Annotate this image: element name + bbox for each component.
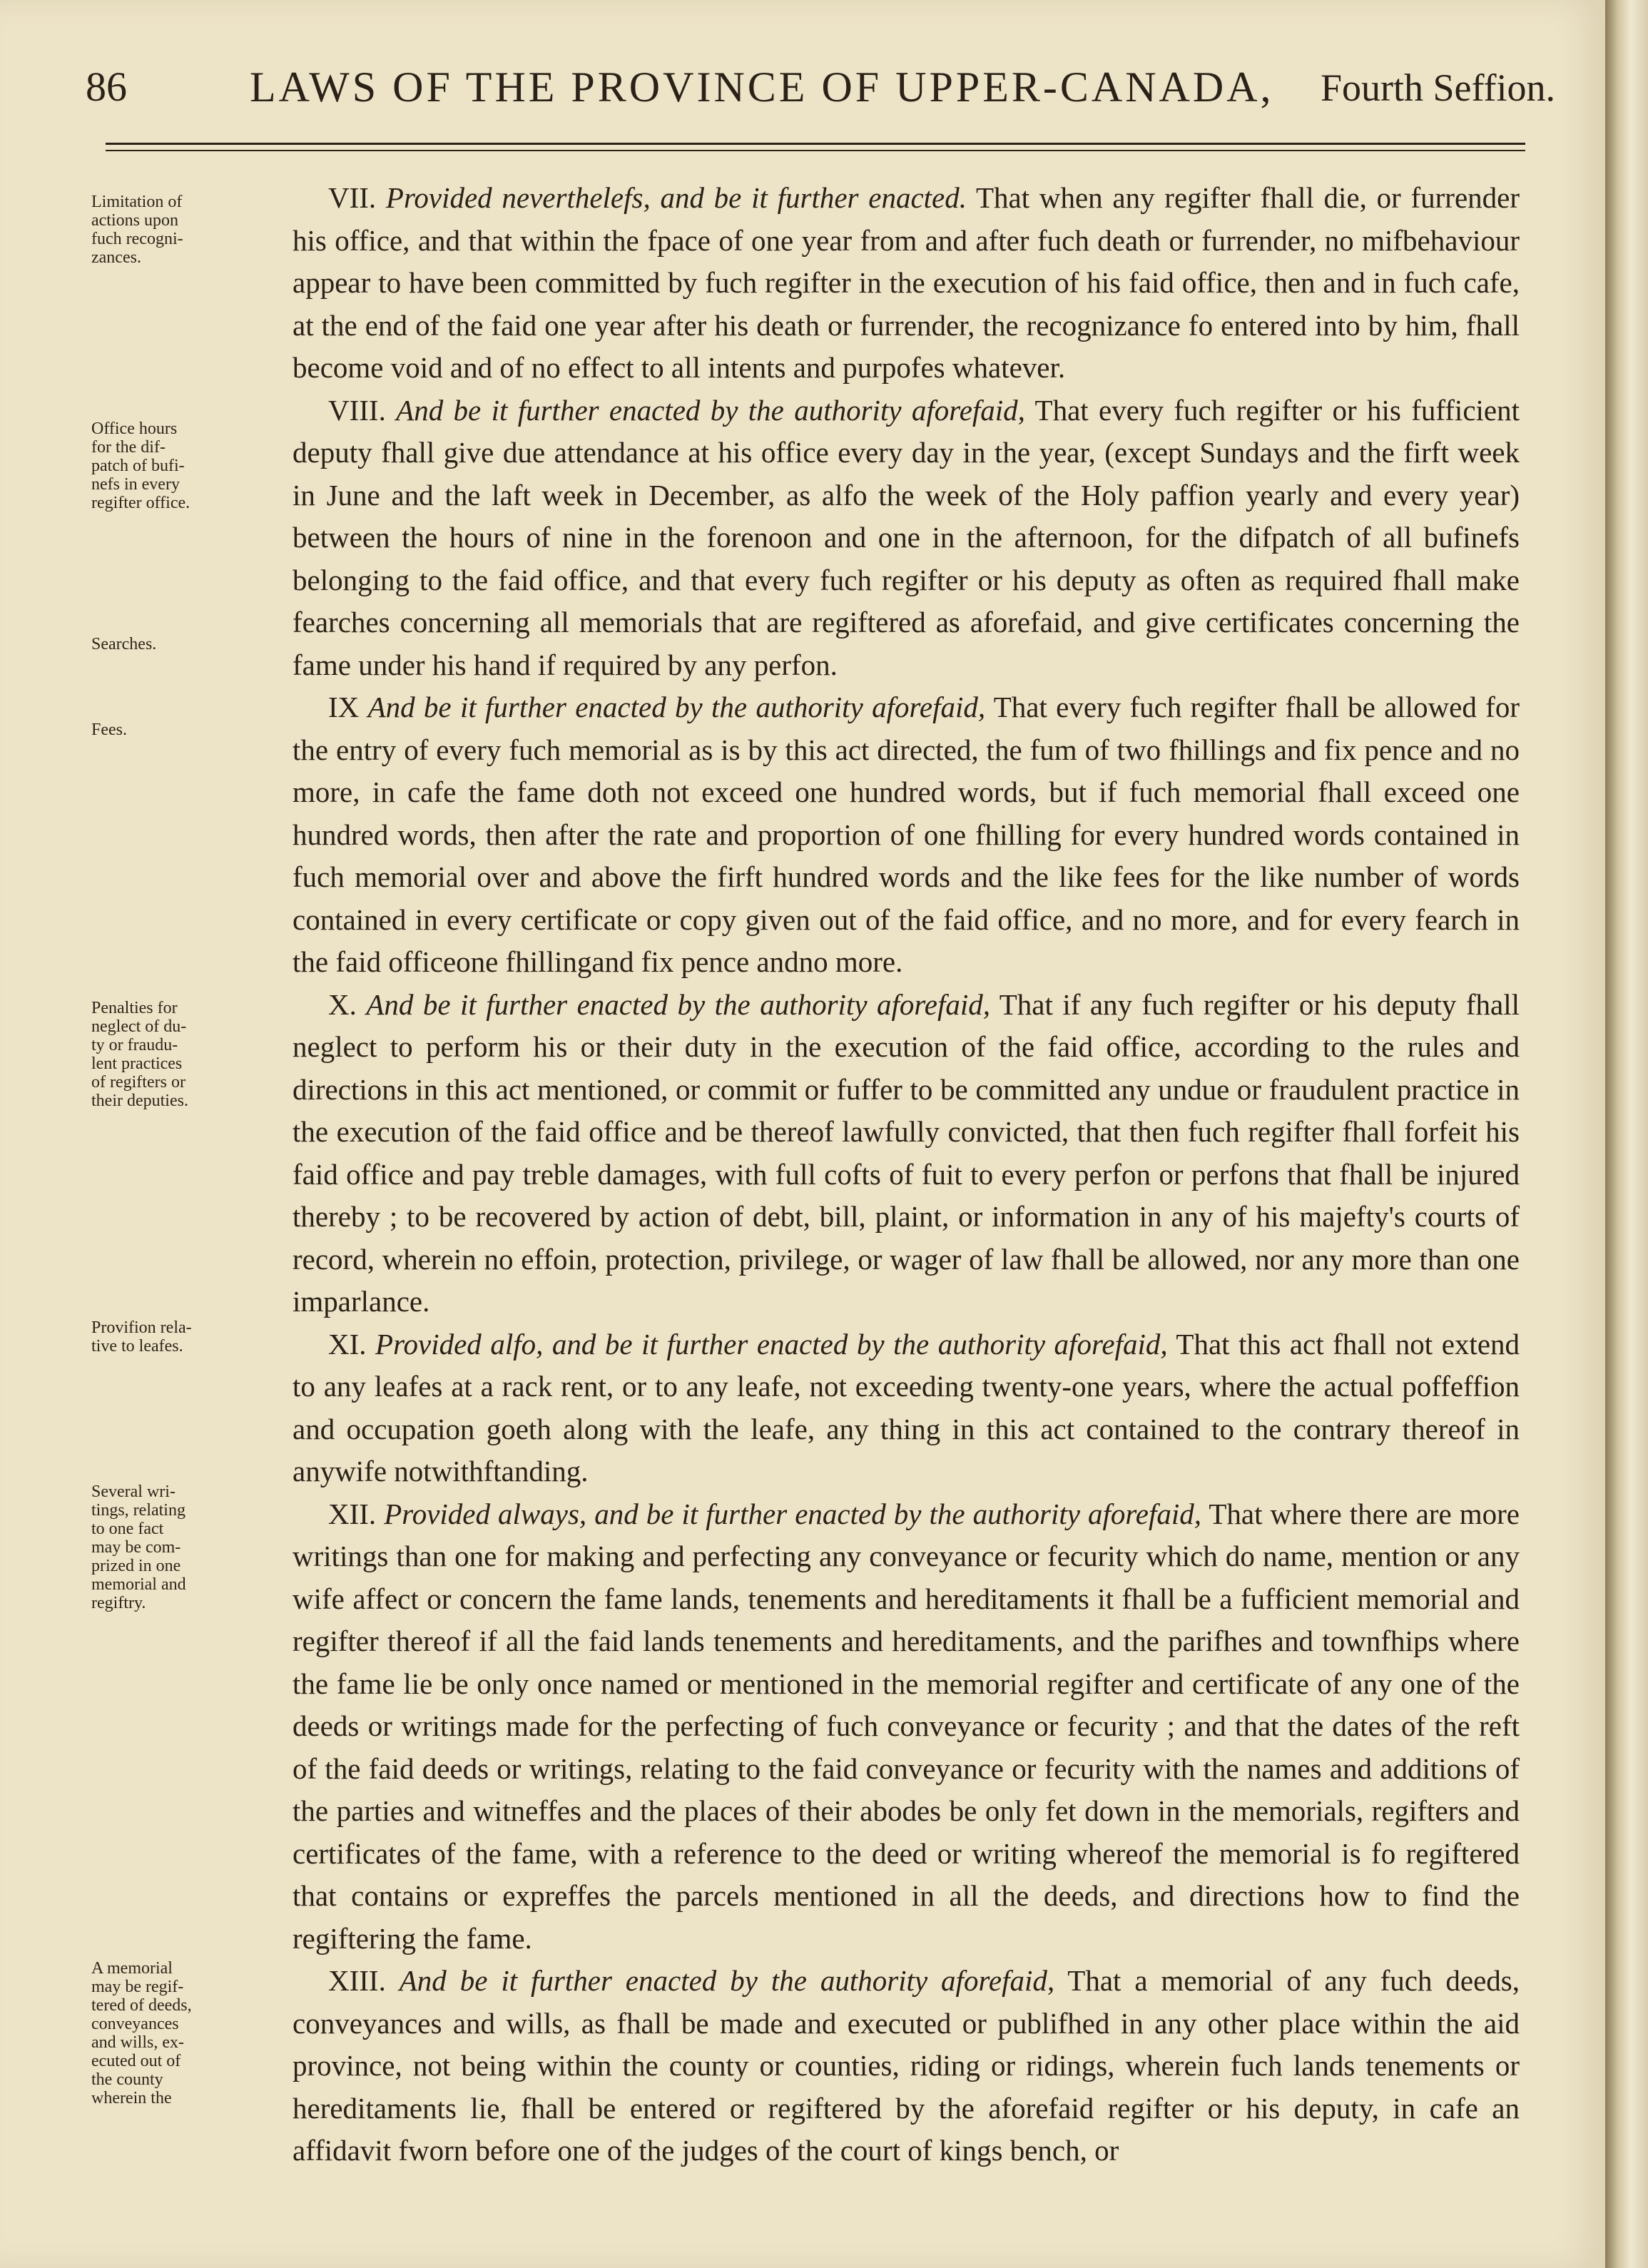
section-body: That every fuch regifter fhall be allowed for the entry of every fuch memorial as is by this act directed, the fum of two fhillings and fix pence and no more, in cafe the fame doth not exceed one hundred words, but if fuch memorial fhall exceed one hundred words, then after the rate and proportion of one fhilling for every hundred words contained in fuch memorial over and above the firft hundred words and the like fees for the like number of words contained in every certificate or copy given out of the faid office, and no more, and for every fearch in the faid officeone fhillingand fix pence andno more. bbox=[293, 691, 1520, 978]
header-rule bbox=[106, 143, 1525, 151]
section-number: X. bbox=[328, 987, 357, 1021]
marginal-note: Searches. bbox=[91, 635, 157, 654]
enacting-clause: And be it further enacted by the authority aforefaid, bbox=[399, 1964, 1055, 1997]
section-number: VIII. bbox=[328, 393, 386, 427]
section-body: That a memorial of any fuch deeds, conveyances and wills, as fhall be made and executed or publifhed in any other place within the aid province, not being within the county or counties, riding or ridings, wherein fuch lands tenements or hereditaments lie, fhall be entered or regiftered by the aforefaid regifter or his deputy, in cafe an affidavit fworn before one of the judges of the court of kings bench, or bbox=[293, 1964, 1520, 2167]
marginal-note: Limitation of actions upon fuch recogni- zances. bbox=[91, 193, 183, 267]
section-number: IX bbox=[328, 691, 360, 723]
section-paragraph bbox=[293, 1493, 1520, 1961]
enacting-clause: Provided alfo, and be it further enacted by the authority aforefaid, bbox=[375, 1327, 1168, 1361]
section-body: That if any fuch regifter or his deputy fhall neglect to perform his or their duty in the execution of the faid office, according to the rules and directions in this act mentioned, or commit or fuffer to be committed any undue or fraudulent practice in the execution of the faid office and be thereof lawfully convicted, that then fuch regifter fhall forfeit his faid office and pay treble damages, with full cofts of fuit to every perfon or perfons that fhall be injured thereby ; to be recovered by action of debt, bill, plaint, or information in any of his majefty's courts of record, wherein no effoin, protection, privilege, or wager of law fhall be allowed, nor any more than one imparlance. bbox=[293, 987, 1520, 1318]
section-number: XII. bbox=[328, 1497, 377, 1530]
page-header-session: Fourth Seffion. bbox=[1320, 66, 1555, 109]
enacting-clause: And be it further enacted by the authority aforefaid, bbox=[396, 393, 1025, 427]
enacting-clause: Provided neverthelefs, and be it further enacted. bbox=[385, 181, 967, 214]
body-text bbox=[293, 177, 1520, 2172]
marginal-note: Office hours for the dif- patch of bufi- nefs in every regifter office. bbox=[91, 419, 190, 512]
enacting-clause: And be it further enacted by the authority aforefaid, bbox=[366, 987, 991, 1021]
section-paragraph bbox=[293, 686, 1520, 984]
section-paragraph bbox=[293, 984, 1520, 1323]
page-header-title: LAWS OF THE PROVINCE OF UPPER-CANADA, bbox=[250, 63, 1274, 111]
section-number: XI. bbox=[328, 1327, 367, 1361]
section-body: That when any regifter fhall die, or furrender his office, and that within the fpace of one year from and after fuch death or furrender, no mifbehaviour appear to have been committed by fuch regifter in the execution of his faid office, then and in fuch cafe, at the end of the faid one year after his death or furrender, the recognizance fo entered into by him, fhall become void and of no effect to all intents and purpofes whatever. bbox=[293, 181, 1520, 384]
section-paragraph bbox=[293, 1323, 1520, 1493]
section-paragraph bbox=[293, 1960, 1520, 2172]
marginal-note: A memorial may be regif- tered of deeds, conveyances and wills, ex- ecuted out of the county wherein the bbox=[91, 1959, 192, 2107]
marginal-note: Provifion rela- tive to leafes. bbox=[91, 1318, 192, 1356]
page-number: 86 bbox=[86, 63, 127, 110]
marginal-note: Fees. bbox=[91, 721, 127, 739]
marginal-note: Penalties for neglect of du- ty or fraudu- lent practices of regifters or their deputies. bbox=[91, 999, 188, 1110]
section-number: XIII. bbox=[328, 1964, 386, 1997]
section-paragraph bbox=[293, 177, 1520, 390]
enacting-clause: And be it further enacted by the authority aforefaid, bbox=[367, 691, 986, 723]
section-number: VII. bbox=[328, 181, 377, 214]
section-body: That every fuch regifter or his fufficient deputy fhall give due attendance at his office every day in the year, (except Sundays and the firft week in June and the laft week in December, as alfo the week of the Holy paffion yearly and every year) between the hours of nine in the forenoon and one in the afternoon, for the difpatch of all bufinefs belonging to the faid office, and that every fuch regifter or his deputy as often as required fhall make fearches concerning all memorials that are regiftered as aforefaid, and give certificates concerning the fame under his hand if required by any perfon. bbox=[293, 393, 1520, 681]
section-paragraph bbox=[293, 390, 1520, 687]
enacting-clause: Provided always, and be it further enacted by the authority aforefaid, bbox=[384, 1497, 1202, 1530]
book-gutter bbox=[1605, 0, 1648, 2268]
section-body: That this act fhall not extend to any leafes at a rack rent, or to any leafe, not exceeding twenty-one years, where the actual poffeffion and occupation goeth along with the leafe, any thing in this act contained to the contrary thereof in anywife notwithftanding. bbox=[293, 1327, 1520, 1488]
marginal-note: Several wri- tings, relating to one fact may be com- prized in one memorial and regiftry. bbox=[91, 1483, 186, 1612]
section-body: That where there are more writings than one for making and perfecting any conveyance or fecurity which do name, mention or any wife affect or concern the fame lands, tenements and hereditaments it fhall be a fufficient memorial and regifter thereof if all the faid lands tenements and hereditaments, and the parifhes and townfhips where the fame lie be only once named or mentioned in the memorial regifter and certificate of any one of the deeds or writings made for the perfecting of fuch conveyance or fecurity ; and that the dates of the reft of the faid deeds or writings, relating to the faid conveyance or fecurity with the names and additions of the parties and witneffes and the places of their abodes be only fet down in the memorials, regifters and certificates of the fame, with a reference to the deed or writing whereof the memorial is fo regiftered that contains or expreffes the parcels mentioned in all the deeds, and directions how to find the regiftering the fame. bbox=[293, 1497, 1520, 1955]
running-head bbox=[86, 63, 1555, 127]
